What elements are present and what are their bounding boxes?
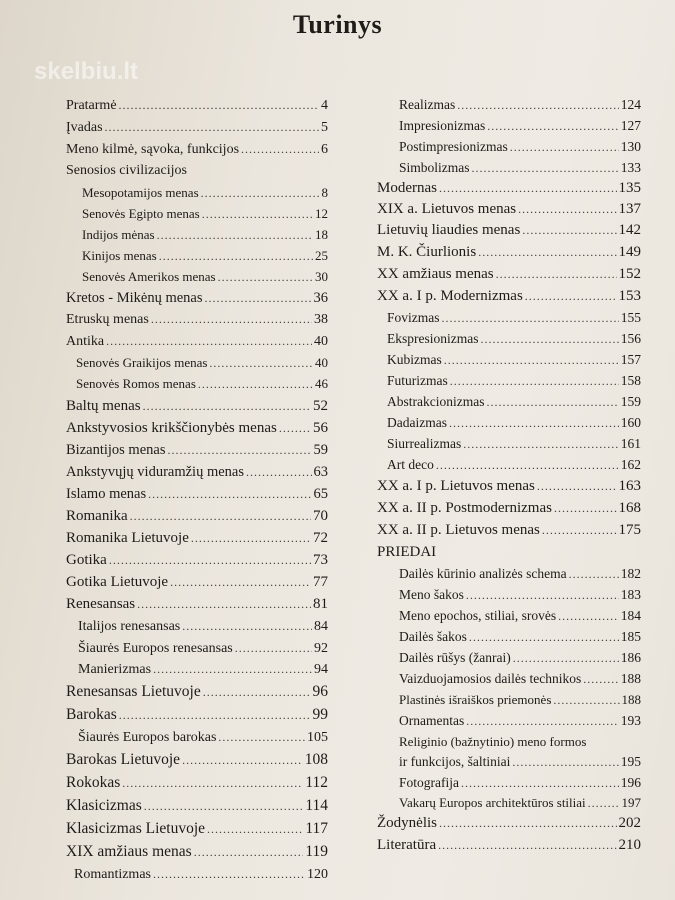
toc-entry — [66, 182, 328, 203]
toc-entry-title: M. K. Čiurlionis — [377, 244, 477, 260]
toc-entry — [66, 817, 328, 840]
toc-entry-title: XX amžiaus menas — [377, 266, 494, 282]
toc-entry — [66, 771, 328, 794]
toc-entry-title: Abstrakcionizmas — [387, 394, 485, 409]
toc-entry-title: XX a. I p. Lietuvos menas — [377, 478, 535, 494]
toc-entry-page: 188 — [620, 671, 641, 686]
toc-entry — [66, 794, 328, 817]
toc-leader-dots — [203, 680, 311, 704]
toc-entry-page: 156 — [620, 331, 641, 346]
toc-entry-page: 46 — [315, 376, 328, 391]
toc-entry — [66, 288, 328, 309]
toc-entry — [66, 615, 328, 637]
toc-leader-dots — [436, 454, 619, 476]
toc-entry-page: 119 — [305, 843, 328, 860]
toc-leader-dots — [438, 834, 616, 856]
toc-entry-page: 25 — [315, 248, 328, 263]
toc-entry — [377, 605, 641, 626]
toc-entry — [66, 160, 328, 182]
toc-entry-page: 117 — [305, 820, 328, 837]
toc-entry-title: Šiaurės Europos renesansas — [78, 641, 233, 656]
toc-entry-title: Kretos - Mikėnų menas — [66, 290, 203, 306]
toc-entry — [377, 751, 641, 772]
toc-entry — [66, 703, 328, 726]
toc-entry-title: Vaizduojamosios dailės technikos — [399, 671, 582, 686]
toc-leader-dots — [558, 605, 619, 627]
toc-entry-title: Romanika — [66, 508, 128, 524]
toc-entry — [66, 309, 328, 330]
toc-leader-dots — [512, 751, 618, 773]
toc-entry-title: Ornamentas — [399, 713, 465, 728]
toc-entry — [66, 203, 328, 224]
toc-leader-dots — [209, 352, 313, 374]
toc-entry — [66, 505, 328, 527]
toc-leader-dots — [202, 203, 313, 225]
toc-entry — [377, 220, 641, 241]
toc-entry-page: 193 — [620, 713, 641, 728]
toc-leader-dots — [157, 224, 313, 246]
toc-leader-dots — [439, 813, 617, 834]
toc-leader-dots — [478, 241, 616, 263]
toc-entry — [66, 593, 328, 615]
toc-entry-title: Dailės kūrinio analizės schema — [399, 566, 567, 581]
toc-entry-title: Meno šakos — [399, 587, 464, 602]
toc-leader-dots — [553, 689, 619, 711]
toc-entry-page: 149 — [618, 244, 641, 260]
toc-leader-dots — [241, 138, 319, 161]
toc-entry-title: Klasicizmas Lietuvoje — [66, 820, 206, 837]
toc-leader-dots — [537, 476, 617, 497]
toc-entry-page: 63 — [313, 464, 328, 480]
toc-entry-page: 94 — [314, 662, 328, 677]
toc-entry-title: Žodynėlis — [377, 815, 437, 831]
toc-entry-title: XIX amžiaus menas — [66, 843, 192, 860]
toc-entry-title: Rokokas — [66, 774, 121, 791]
toc-leader-dots — [486, 391, 618, 413]
toc-leader-dots — [522, 220, 616, 241]
toc-entry — [377, 412, 641, 433]
toc-entry-title: Indijos mėnas — [82, 227, 155, 242]
toc-entry-page: 52 — [313, 398, 328, 414]
toc-entry-page: 127 — [620, 118, 641, 133]
toc-entry — [66, 352, 328, 373]
toc-entry-title: Simbolizmas — [399, 160, 470, 175]
toc-entry-page: 8 — [321, 185, 328, 200]
toc-entry — [66, 94, 328, 116]
toc-leader-dots — [119, 703, 311, 727]
toc-entry — [66, 461, 328, 483]
toc-entry-page: 120 — [307, 867, 328, 882]
toc-entry — [377, 626, 641, 647]
toc-entry-page: 182 — [620, 566, 641, 581]
toc-entry-page: 210 — [618, 837, 641, 853]
toc-entry-title: Gotika — [66, 552, 107, 568]
toc-leader-dots — [201, 182, 320, 204]
toc-leader-dots — [207, 817, 303, 841]
toc-entry-page: 155 — [620, 310, 641, 325]
toc-entry — [66, 483, 328, 505]
toc-leader-dots — [159, 245, 313, 267]
toc-entry-title: Etruskų menas — [66, 312, 149, 327]
toc-entry — [66, 439, 328, 461]
toc-entry — [377, 199, 641, 220]
toc-entry — [66, 549, 328, 571]
toc-leader-dots — [439, 178, 617, 199]
toc-entry-title: Fovizmas — [387, 310, 440, 325]
toc-entry-title: Renesansas — [66, 596, 136, 612]
toc-entry-title: Italijos renesansas — [78, 619, 181, 634]
toc-entry-title: Dadaizmas — [387, 415, 447, 430]
toc-entry-page: 142 — [618, 222, 641, 238]
toc-entry-title: Klasicizmas — [66, 797, 142, 814]
toc-entry-title: Mesopotamijos menas — [82, 185, 199, 200]
toc-leader-dots — [449, 412, 619, 434]
toc-leader-dots — [525, 285, 617, 307]
toc-entry-title: Kinijos menas — [82, 248, 157, 263]
toc-entry-page: 105 — [307, 730, 328, 745]
toc-entry — [66, 637, 328, 659]
toc-entry-page: 135 — [618, 180, 641, 196]
toc-entry-page: 96 — [312, 683, 328, 700]
toc-leader-dots — [235, 637, 312, 660]
toc-entry — [377, 476, 641, 497]
toc-entry-page: 114 — [305, 797, 328, 814]
toc-entry — [377, 241, 641, 263]
toc-leader-dots — [182, 748, 303, 772]
toc-leader-dots — [279, 417, 311, 439]
toc-entry-title: Gotika Lietuvoje — [66, 574, 169, 590]
toc-entry-title: PRIEDAI — [377, 544, 437, 560]
toc-entry-title: XX a. II p. Postmodernizmas — [377, 500, 552, 516]
toc-entry-page: 40 — [314, 334, 328, 349]
toc-leader-dots — [198, 373, 313, 395]
toc-entry — [66, 571, 328, 593]
toc-leader-dots — [191, 527, 311, 549]
toc-entry — [377, 710, 641, 732]
toc-entry — [377, 454, 641, 476]
toc-entry-title: Barokas Lietuvoje — [66, 751, 181, 768]
toc-entry — [66, 527, 328, 549]
toc-entry — [377, 732, 641, 751]
toc-entry-title: Romantizmas — [74, 867, 151, 882]
toc-leader-dots — [510, 136, 619, 158]
toc-entry-page: 175 — [618, 522, 641, 538]
toc-entry-title: Futurizmas — [387, 373, 448, 388]
toc-leader-dots — [151, 309, 312, 330]
toc-entry — [377, 433, 641, 454]
toc-leader-dots — [463, 433, 619, 455]
toc-entry-page: 159 — [620, 394, 641, 409]
toc-entry — [377, 647, 641, 668]
toc-entry — [66, 116, 328, 138]
toc-entry-title: Barokas — [66, 706, 117, 723]
toc-leader-dots — [588, 793, 620, 813]
toc-entry — [66, 224, 328, 245]
toc-entry-page: 18 — [315, 227, 328, 242]
watermark: skelbiu.lt — [34, 58, 139, 85]
toc-entry — [377, 391, 641, 412]
toc-entry — [66, 863, 328, 886]
toc-entry-page: 184 — [620, 608, 641, 623]
toc-entry — [377, 157, 641, 178]
toc-entry — [377, 136, 641, 157]
toc-entry-title: ir funkcijos, šaltiniai — [399, 754, 511, 769]
toc-leader-dots — [466, 584, 619, 606]
toc-entry — [66, 659, 328, 680]
toc-entry — [66, 680, 328, 703]
page-title: Turinys — [292, 10, 383, 39]
toc-leader-dots — [153, 659, 312, 680]
toc-entry-title: Baltų menas — [66, 398, 141, 414]
toc-leader-dots — [487, 115, 619, 137]
toc-entry — [66, 373, 328, 395]
toc-column-right — [377, 94, 641, 856]
toc-leader-dots — [442, 307, 619, 329]
toc-leader-dots — [144, 794, 304, 818]
toc-entry-page: 72 — [313, 530, 328, 546]
toc-entry-title: Postimpresionizmas — [399, 139, 508, 154]
toc-entry-page: 158 — [620, 373, 641, 388]
toc-entry-title: Fotografija — [399, 775, 459, 790]
toc-leader-dots — [246, 461, 311, 483]
toc-entry — [377, 497, 641, 519]
toc-entry-title: Renesansas Lietuvoje — [66, 683, 201, 700]
toc-leader-dots — [170, 571, 311, 593]
toc-leader-dots — [583, 668, 619, 690]
toc-leader-dots — [461, 772, 619, 794]
toc-entry-title: Senosios civilizacijos — [66, 163, 187, 178]
toc-entry — [66, 266, 328, 288]
toc-entry-title: Literatūra — [377, 837, 437, 853]
toc-leader-dots — [457, 94, 619, 116]
toc-entry-page: 92 — [314, 641, 328, 656]
toc-entry — [377, 793, 641, 813]
toc-leader-dots — [119, 94, 319, 117]
toc-entry-page: 133 — [620, 160, 641, 175]
toc-leader-dots — [182, 615, 312, 638]
toc-entry-page: 183 — [620, 587, 641, 602]
toc-entry — [377, 263, 641, 285]
toc-entry-page: 59 — [313, 442, 328, 458]
toc-leader-dots — [205, 288, 312, 309]
toc-leader-dots — [450, 370, 619, 392]
toc-entry — [377, 94, 641, 115]
toc-entry-title: Senovės Graikijos menas — [76, 355, 208, 370]
toc-entry-page: 185 — [620, 629, 641, 644]
toc-entry-title: Islamo menas — [66, 486, 147, 502]
toc-leader-dots — [444, 349, 619, 371]
toc-entry-page: 153 — [618, 288, 641, 304]
toc-entry — [377, 541, 641, 563]
toc-entry-title: Meno epochos, stiliai, srovės — [399, 608, 557, 623]
toc-entry — [377, 307, 641, 328]
toc-leader-dots — [513, 647, 619, 669]
toc-entry — [377, 689, 641, 710]
toc-entry — [66, 417, 328, 439]
toc-entry-title: Įvadas — [66, 120, 103, 135]
toc-entry-title: Senovės Romos menas — [76, 376, 196, 391]
toc-entry-title: Šiaurės Europos barokas — [78, 730, 217, 745]
toc-entry — [66, 395, 328, 417]
toc-leader-dots — [554, 497, 617, 519]
toc-entry-page: 186 — [620, 650, 641, 665]
toc-entry-page: 168 — [618, 500, 641, 516]
toc-entry-page: 157 — [620, 352, 641, 367]
toc-leader-dots — [122, 771, 303, 795]
toc-entry-title: Impresionizmas — [399, 118, 486, 133]
toc-leader-dots — [148, 483, 311, 505]
toc-entry-page: 197 — [621, 795, 641, 810]
toc-entry — [377, 813, 641, 834]
toc-entry-title: Modernas — [377, 180, 437, 196]
toc-entry-page: 137 — [618, 201, 641, 217]
toc-entry-title: Antika — [66, 334, 105, 349]
toc-entry — [66, 726, 328, 748]
toc-entry-title: Kubizmas — [387, 352, 442, 367]
toc-entry-title: Art deco — [387, 457, 434, 472]
toc-entry-page: 56 — [313, 420, 328, 436]
toc-entry — [66, 245, 328, 266]
toc-entry — [66, 330, 328, 352]
toc-leader-dots — [218, 726, 305, 749]
toc-entry-page: 81 — [313, 596, 328, 612]
toc-entry-title: Plastinės išraiškos priemonės — [399, 692, 552, 707]
toc-entry-page: 124 — [620, 97, 641, 112]
toc-entry-title: Religinio (bažnytinio) meno formos — [399, 734, 587, 749]
toc-leader-dots — [143, 395, 311, 417]
toc-entry-title: Senovės Amerikos menas — [82, 269, 216, 284]
toc-entry — [377, 349, 641, 370]
toc-entry — [377, 285, 641, 307]
toc-entry-title: Meno kilmė, sąvoka, funkcijos — [66, 142, 240, 157]
toc-entry — [377, 584, 641, 605]
toc-entry-title: Bizantijos menas — [66, 442, 166, 458]
toc-entry-title: Realizmas — [399, 97, 456, 112]
toc-entry-page: 163 — [618, 478, 641, 494]
toc-entry-title: Ankstyvųjų viduramžių menas — [66, 464, 245, 480]
toc-entry-page: 152 — [618, 266, 641, 282]
toc-entry — [377, 563, 641, 584]
toc-entry-page: 6 — [321, 142, 328, 157]
toc-leader-dots — [542, 519, 617, 541]
toc-entry — [377, 772, 641, 793]
toc-leader-dots — [496, 263, 617, 285]
toc-entry-page: 65 — [313, 486, 328, 502]
toc-entry-page: 108 — [304, 751, 328, 768]
toc-entry-page: 36 — [313, 290, 328, 306]
toc-entry-title: XIX a. Lietuvos menas — [377, 201, 517, 217]
toc-leader-dots — [130, 505, 311, 527]
toc-entry-title: Senovės Egipto menas — [82, 206, 200, 221]
toc-leader-dots — [137, 593, 311, 615]
toc-entry-title: Ekspresionizmas — [387, 331, 479, 346]
toc-entry — [377, 519, 641, 541]
toc-entry — [66, 748, 328, 771]
toc-entry-title: Dailės šakos — [399, 629, 467, 644]
toc-entry-page: 202 — [618, 815, 641, 831]
toc-entry-page: 130 — [620, 139, 641, 154]
toc-entry-title: Manierizmas — [78, 662, 152, 677]
toc-leader-dots — [469, 626, 619, 648]
toc-leader-dots — [105, 116, 319, 139]
toc-leader-dots — [466, 710, 619, 732]
toc-entry — [66, 840, 328, 863]
toc-entry-title: Siurrealizmas — [387, 436, 462, 451]
toc-entry-title: Lietuvių liaudies menas — [377, 222, 521, 238]
toc-entry-page: 5 — [321, 120, 328, 135]
toc-entry-page: 196 — [620, 775, 641, 790]
toc-entry-page: 112 — [305, 774, 328, 791]
toc-entry-page: 73 — [313, 552, 328, 568]
toc-entry — [377, 328, 641, 349]
toc-entry-page: 84 — [314, 619, 328, 634]
toc-entry-page: 12 — [315, 206, 328, 221]
toc-column-left — [66, 94, 328, 886]
toc-entry-title: Ankstyvosios krikščionybės menas — [66, 420, 277, 436]
toc-entry-page: 195 — [620, 754, 641, 769]
toc-entry-page: 30 — [315, 269, 328, 284]
toc-entry-page: 77 — [313, 574, 328, 590]
toc-entry-page: 4 — [321, 98, 328, 113]
toc-entry — [377, 834, 641, 856]
toc-entry — [377, 178, 641, 199]
toc-leader-dots — [106, 330, 312, 353]
toc-entry-title: Pratarmė — [66, 98, 117, 113]
toc-entry-title: Dailės rūšys (žanrai) — [399, 650, 511, 665]
toc-entry — [377, 668, 641, 689]
toc-entry — [66, 138, 328, 160]
toc-entry-title: Romanika Lietuvoje — [66, 530, 189, 546]
toc-leader-dots — [518, 199, 616, 220]
toc-entry — [377, 115, 641, 136]
toc-entry-title: Vakarų Europos architektūros stiliai — [399, 795, 586, 810]
toc-entry — [377, 370, 641, 391]
toc-leader-dots — [153, 863, 305, 886]
toc-leader-dots — [109, 549, 311, 571]
toc-entry-page: 38 — [314, 312, 328, 327]
toc-entry-page: 160 — [620, 415, 641, 430]
toc-leader-dots — [569, 563, 619, 585]
toc-leader-dots — [480, 328, 618, 350]
toc-leader-dots — [472, 157, 619, 179]
toc-entry-title: XX a. II p. Lietuvos menas — [377, 522, 540, 538]
toc-leader-dots — [218, 266, 313, 288]
toc-entry-title: XX a. I p. Modernizmas — [377, 288, 523, 304]
toc-leader-dots — [167, 439, 311, 461]
toc-entry-page: 70 — [313, 508, 328, 524]
toc-leader-dots — [194, 840, 304, 864]
toc-entry-page: 40 — [315, 355, 328, 370]
toc-entry-page: 188 — [621, 692, 641, 707]
toc-entry-page: 161 — [620, 436, 641, 451]
toc-entry-page: 99 — [312, 706, 328, 723]
toc-entry-page: 162 — [620, 457, 641, 472]
